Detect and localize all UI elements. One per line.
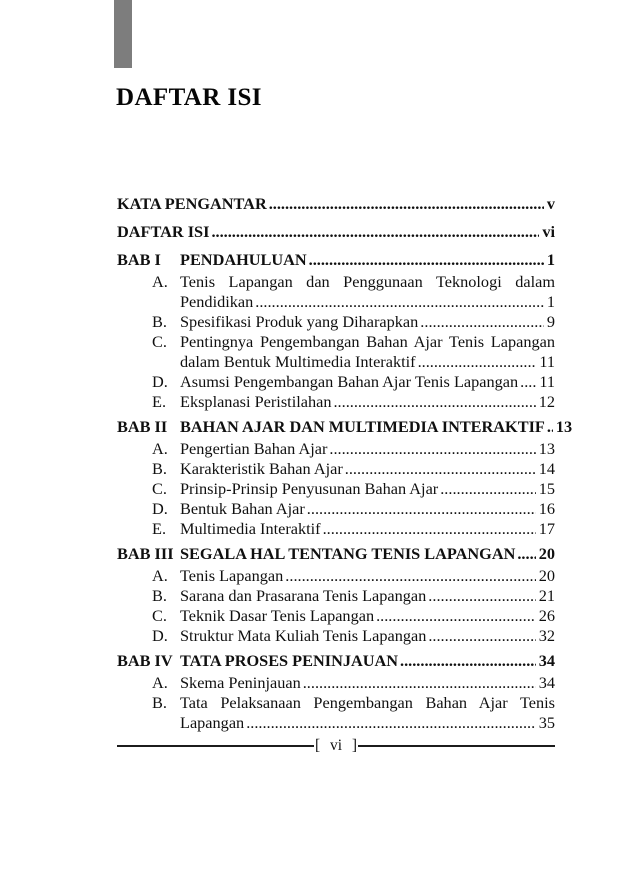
page-footer [117,737,555,755]
page-number: 34 [538,673,555,692]
item-last-line [180,439,555,459]
page-number: 11 [539,372,555,391]
toc-item-row [152,439,555,459]
item-body [180,439,555,459]
page-number: 32 [538,626,555,645]
toc-chapter-row [117,250,555,270]
page-number: 21 [538,586,555,605]
page-number: 26 [538,606,555,625]
item-text: dalam Bentuk Multimedia Interaktif [180,352,416,371]
item-last-line [180,519,555,539]
item-letter: A. [152,439,168,458]
item-text: Prinsip-Prinsip Penyusunan Bahan Ajar [180,479,439,498]
dot-leader [440,479,535,499]
page-number: 1 [546,292,555,311]
item-letter: B. [152,312,167,331]
toc-chapter-row [117,651,555,671]
item-letter: D. [152,372,168,391]
entry-title: TATA PROSES PENINJAUAN [180,651,399,670]
dot-leader [333,392,535,412]
item-text: Lapangan [180,713,245,732]
dot-leader [400,651,536,671]
dot-leader [307,499,536,519]
page-number: 1 [546,250,555,269]
dot-leader [285,566,535,586]
toc-entry-row [117,194,555,214]
item-letter: E. [152,519,167,538]
page-number: 14 [538,459,555,478]
item-body [180,673,555,693]
item-letter: D. [152,499,168,518]
item-text: Tenis Lapangan [180,566,284,585]
dot-leader [420,312,544,332]
item-text: Eksplanasi Peristilahan [180,392,332,411]
entry-title: PENDAHULUAN [180,250,307,269]
item-text: Karakteristik Bahan Ajar [180,459,343,478]
dot-leader [517,544,535,564]
item-last-line [180,479,555,499]
item-text: Spesifikasi Produk yang Diharapkan [180,312,419,331]
item-letter: B. [152,693,167,712]
page-number: 9 [546,312,555,331]
chapter-label: BAB IV [117,651,173,670]
toc-item-row [152,519,555,539]
toc-section [117,194,555,214]
item-text: Teknik Dasar Tenis Lapangan [180,606,375,625]
item-last-line [180,372,555,392]
toc-section [117,651,555,733]
item-text-line: Pentingnya Pengembangan Bahan Ajar Tenis Lapangan [180,332,555,351]
item-last-line [180,312,555,332]
page-number: v [546,194,555,213]
toc-section [117,544,555,646]
item-text: Skema Peninjauan [180,673,301,692]
item-last-line [180,713,555,733]
item-body [180,606,555,626]
table-of-contents [117,194,573,733]
page-number: 13 [555,417,573,436]
toc-item-row [152,392,555,412]
item-last-line [180,673,555,693]
item-letter: A. [152,566,168,585]
item-body [180,332,555,372]
toc-chapter-row [117,417,573,437]
footer-rule-right [358,745,555,747]
item-body [180,566,555,586]
toc-item-row [152,479,555,499]
dot-leader [418,352,537,372]
dot-leader [345,459,536,479]
page-number: 20 [538,566,555,585]
item-body [180,392,555,412]
chapter-label: BAB I [117,250,161,269]
page-number: vi [542,222,555,241]
item-last-line [180,459,555,479]
toc-item-row [152,693,555,733]
gray-accent-bar [114,0,132,68]
dot-leader [323,519,536,539]
page-number: 12 [538,392,555,411]
item-last-line [180,392,555,412]
toc-section [117,222,555,242]
item-body [180,586,555,606]
toc-item-row [152,606,555,626]
item-body [180,312,555,332]
toc-item-row [152,566,555,586]
toc-item-row [152,626,555,646]
item-body [180,519,555,539]
page-number: 11 [539,352,555,371]
dot-leader [211,222,539,242]
item-body [180,693,555,733]
dot-leader [303,673,536,693]
toc-item-row [152,673,555,693]
toc-section [117,417,573,539]
page-number: 13 [538,439,555,458]
item-body [180,459,555,479]
entry-title: KATA PENGANTAR [117,194,267,213]
toc-item-row [152,459,555,479]
toc-section [117,250,555,412]
item-letter: A. [152,673,168,692]
dot-leader [255,292,544,312]
toc-item-row [152,372,555,392]
item-body [180,372,555,392]
item-body [180,499,555,519]
page-number: 15 [538,479,555,498]
item-text: Multimedia Interaktif [180,519,321,538]
page-number: 34 [538,651,555,670]
item-last-line [180,566,555,586]
item-text: Struktur Mata Kuliah Tenis Lapangan [180,626,427,645]
item-letter: C. [152,332,167,351]
toc-chapter-row [117,544,555,564]
item-text-line: Tenis Lapangan dan Penggunaan Teknologi dalam [180,272,555,291]
dot-leader [428,586,535,606]
page-number: 17 [538,519,555,538]
dot-leader [246,713,536,733]
toc-item-row [152,272,555,312]
page-number: 20 [538,544,555,563]
item-last-line [180,292,555,312]
dot-leader [269,194,544,214]
dot-leader [376,606,536,626]
item-letter: D. [152,626,168,645]
chapter-label: BAB III [117,544,174,563]
item-text: Asumsi Pengembangan Bahan Ajar Tenis Lapangan [180,372,519,391]
item-last-line [180,626,555,646]
item-last-line [180,352,555,372]
chapter-label: BAB II [117,417,168,436]
item-letter: A. [152,272,168,291]
footer-rule-left [117,745,314,747]
item-letter: E. [152,392,167,411]
footer-page-number: [ vi ] [314,737,358,754]
item-last-line [180,499,555,519]
entry-title: BAHAN AJAR DAN MULTIMEDIA INTERAKTIF [180,417,545,436]
item-text: Bentuk Bahan Ajar [180,499,305,518]
dot-leader [309,250,544,270]
item-text: Pendidikan [180,292,254,311]
item-body [180,626,555,646]
toc-item-row [152,312,555,332]
item-last-line [180,586,555,606]
entry-title: DAFTAR ISI [117,222,210,241]
toc-item-row [152,499,555,519]
toc-item-row [152,586,555,606]
entry-title: SEGALA HAL TENTANG TENIS LAPANGAN [180,544,516,563]
item-text: Sarana dan Prasarana Tenis Lapangan [180,586,427,605]
item-letter: C. [152,606,167,625]
dot-leader [428,626,535,646]
item-text: Pengertian Bahan Ajar [180,439,328,458]
page-number: 35 [538,713,555,732]
toc-item-row [152,332,555,372]
item-last-line [180,606,555,626]
item-body [180,272,555,312]
item-letter: B. [152,586,167,605]
page-title: DAFTAR ISI [116,84,262,111]
dot-leader [329,439,535,459]
item-body [180,479,555,499]
item-letter: B. [152,459,167,478]
item-text-line: Tata Pelaksanaan Pengembangan Bahan Ajar Tenis [180,693,555,712]
toc-entry-row [117,222,555,242]
dot-leader [520,372,536,392]
item-letter: C. [152,479,167,498]
page-number: 16 [538,499,555,518]
